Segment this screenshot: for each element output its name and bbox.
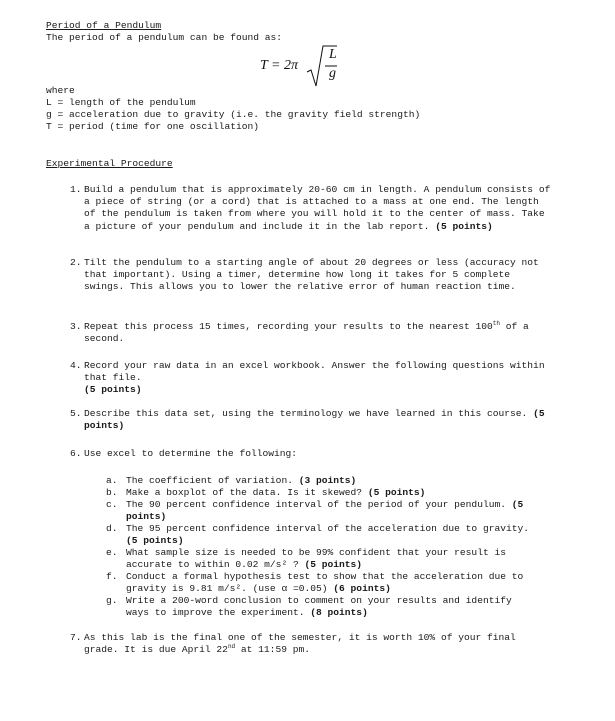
item-text: Build a pendulum that is approximately 20-60 cm in length. A pendulum consists of a piece of string (or a cord) that is attached to a mass at one end. The length of the pendulum is taken from where you will hold it to the center of mass. Take a picture of your pendulum and include it in the lab report. [84, 184, 551, 232]
procedure-heading: Experimental Procedure [46, 158, 173, 169]
document-title: Period of a Pendulum [46, 20, 162, 31]
sub-item-letter: f. [106, 571, 118, 582]
sub-item-text: Conduct a formal hypothesis test to show that the acceleration due to gravity is 9.81 m/s². (use α =0.05) [126, 571, 524, 595]
sub-item-text: The coefficient of variation. [126, 475, 293, 486]
where-label: where [46, 85, 75, 96]
item-number: 5. [70, 408, 82, 419]
item-text-cont: at 11:59 pm. [235, 644, 310, 656]
item-text: As this lab is the final one of the semester, it is worth 10% of your final grade. It is due April 22 [84, 632, 516, 656]
sub-item-text: Make a boxplot of the data. Is it skewed? [126, 487, 363, 498]
item-points: (5 points) [435, 220, 493, 232]
item-points: (5 points) [84, 408, 545, 432]
item-text: Describe this data set, using the terminology we have learned in this course. [84, 408, 528, 419]
definition-period: T = period (time for one oscillation) [46, 121, 260, 132]
sub-item-text: The 95 percent confidence interval of the acceleration due to gravity. [126, 523, 530, 534]
sub-item-letter: e. [106, 547, 118, 558]
item-text: Repeat this process 15 times, recording your results to the nearest 100 [84, 321, 493, 332]
formula-denominator: g [329, 66, 336, 81]
sub-item-points: (3 points) [298, 475, 357, 486]
item-number: 7. [70, 632, 82, 643]
sub-item-points: (5 points) [367, 487, 426, 498]
intro-text: The period of a pendulum can be found as: [46, 32, 283, 43]
sub-item-letter: b. [106, 487, 118, 498]
sub-item-letter: d. [106, 523, 118, 534]
item-number: 6. [70, 448, 82, 459]
formula-numerator: L [329, 47, 337, 62]
sub-item-letter: c. [106, 499, 118, 510]
item-points: (5 points) [84, 384, 142, 396]
definition-length: L = length of the pendulum [46, 97, 196, 108]
sub-item-points: (5 points) [126, 535, 184, 547]
ordinal-suffix: th [492, 319, 500, 327]
sub-item-points: (6 points) [333, 583, 391, 595]
sub-item-letter: g. [106, 595, 118, 606]
formula-lhs: T = 2π [260, 58, 298, 73]
item-number: 3. [70, 321, 82, 332]
item-number: 1. [70, 184, 82, 195]
item-text: Use excel to determine the following: [84, 448, 298, 459]
sub-item-text: The 90 percent confidence interval of the period of your pendulum. [126, 499, 506, 510]
period-formula [260, 44, 370, 90]
item-text: Tilt the pendulum to a starting angle of about 20 degrees or less (accuracy not that important). Using a timer, determine how long it takes for 5 complete swings. This allows you to lower the relative error of human reaction time. [84, 257, 539, 293]
item-text-cont: of a second. [84, 321, 529, 345]
sub-item-points: (5 points) [126, 499, 524, 523]
sub-item-letter: a. [106, 475, 118, 486]
sub-item-points: (5 points) [304, 559, 363, 571]
item-number: 4. [70, 360, 82, 371]
item-number: 2. [70, 257, 82, 268]
definition-gravity: g = acceleration due to gravity (i.e. the gravity field strength) [46, 109, 421, 120]
item-text: Record your raw data in an excel workbook. Answer the following questions within that file. [84, 360, 545, 384]
ordinal-suffix: nd [227, 643, 236, 651]
sub-item-text: Write a 200-word conclusion to comment on your results and identify ways to improve the experiment. [126, 595, 512, 619]
sub-item-points: (8 points) [310, 607, 368, 619]
sub-item-text: What sample size is needed to be 99% confident that your result is accurate to within 0.02 m/s² ? [126, 547, 506, 571]
